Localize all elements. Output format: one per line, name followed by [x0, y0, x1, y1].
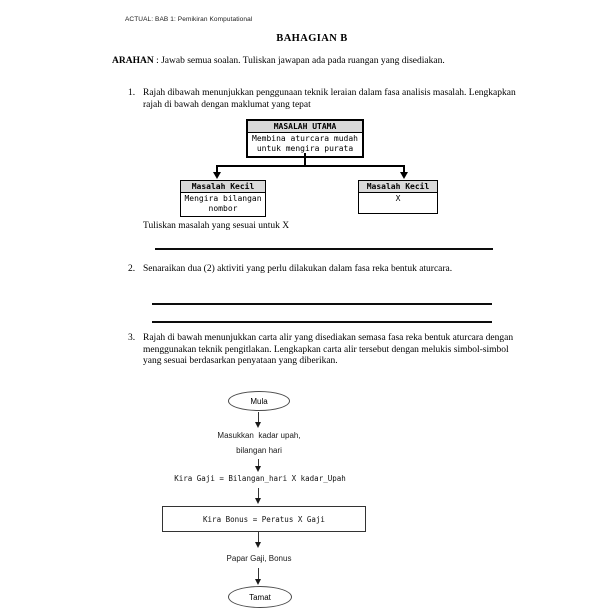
flow-arrow-4-icon	[255, 542, 261, 548]
flowchart-process2-box: Kira Bonus = Peratus X Gaji	[162, 506, 366, 532]
q2-text: Senaraikan dua (2) aktiviti yang perlu dilakukan dalam fasa reka bentuk aturcara.	[143, 264, 453, 274]
instructions-text: : Jawab semua soalan. Tuliskan jawapan ada pada ruangan yang disediakan.	[153, 56, 445, 66]
sub-problem-right-body: X	[395, 194, 401, 203]
flow-arrow-5-icon	[255, 579, 261, 585]
sub-problem-right-header: Masalah Kecil	[359, 181, 437, 193]
flowchart-start-terminal: Mula	[228, 391, 290, 411]
q1-answer-line	[155, 248, 493, 250]
q3-number: 3.	[128, 333, 136, 343]
main-problem-header: MASALAH UTAMA	[248, 121, 362, 133]
flow-arrow-1-icon	[255, 422, 261, 428]
instructions-label: ARAHAN	[112, 56, 154, 66]
sub-problem-left-box	[180, 180, 266, 217]
sub-problem-left-header: Masalah Kecil	[181, 181, 265, 193]
q3-text: Rajah di bawah menunjukkan carta alir yang disediakan semasa fasa reka bentuk aturcara dengan menggunakan teknik pengitlakan. Lengkapkan carta alir tersebut dengan melukis simbol-simbol yang sesuai berdasarkan penyataan yang diberikan.	[143, 333, 514, 366]
q2-answer-line-1	[152, 303, 492, 305]
flow-arrow-3-icon	[255, 498, 261, 504]
flowchart-input-statement: Masukkan kadar upah, bilangan hari	[217, 431, 301, 455]
flow-arrow-2-icon	[255, 466, 261, 472]
q1-text: Rajah dibawah menunjukkan penggunaan teknik leraian dalam fasa analisis masalah. Lengkapkan rajah di bawah dengan maklumat yang tepat	[143, 88, 516, 110]
arrow-down-right-icon	[400, 172, 408, 179]
q2-answer-line-2	[152, 321, 492, 323]
q1-prompt: Tuliskan masalah yang sesuai untuk X	[143, 221, 290, 231]
instructions-paragraph	[112, 56, 512, 68]
flowchart-end-terminal: Tamat	[228, 586, 292, 608]
flowchart-process1-statement: Kira Gaji = Bilangan_hari X kadar_Upah	[174, 474, 346, 483]
sub-problem-right-box	[358, 180, 438, 214]
arrow-down-left-icon	[213, 172, 221, 179]
q1-number: 1.	[128, 88, 136, 98]
document-watermark: ACTUAL: BAB 1: Pemikiran Komputational	[125, 16, 253, 23]
flowchart-output-statement: Papar Gaji, Bonus	[226, 554, 292, 563]
section-title: BAHAGIAN B	[276, 33, 348, 44]
q2-number: 2.	[128, 264, 136, 274]
connector-horizontal	[216, 165, 405, 167]
sub-problem-left-body: Mengira bilangan nombor	[184, 194, 262, 213]
main-problem-body: Membina aturcara mudah untuk mengira purata	[252, 134, 358, 153]
